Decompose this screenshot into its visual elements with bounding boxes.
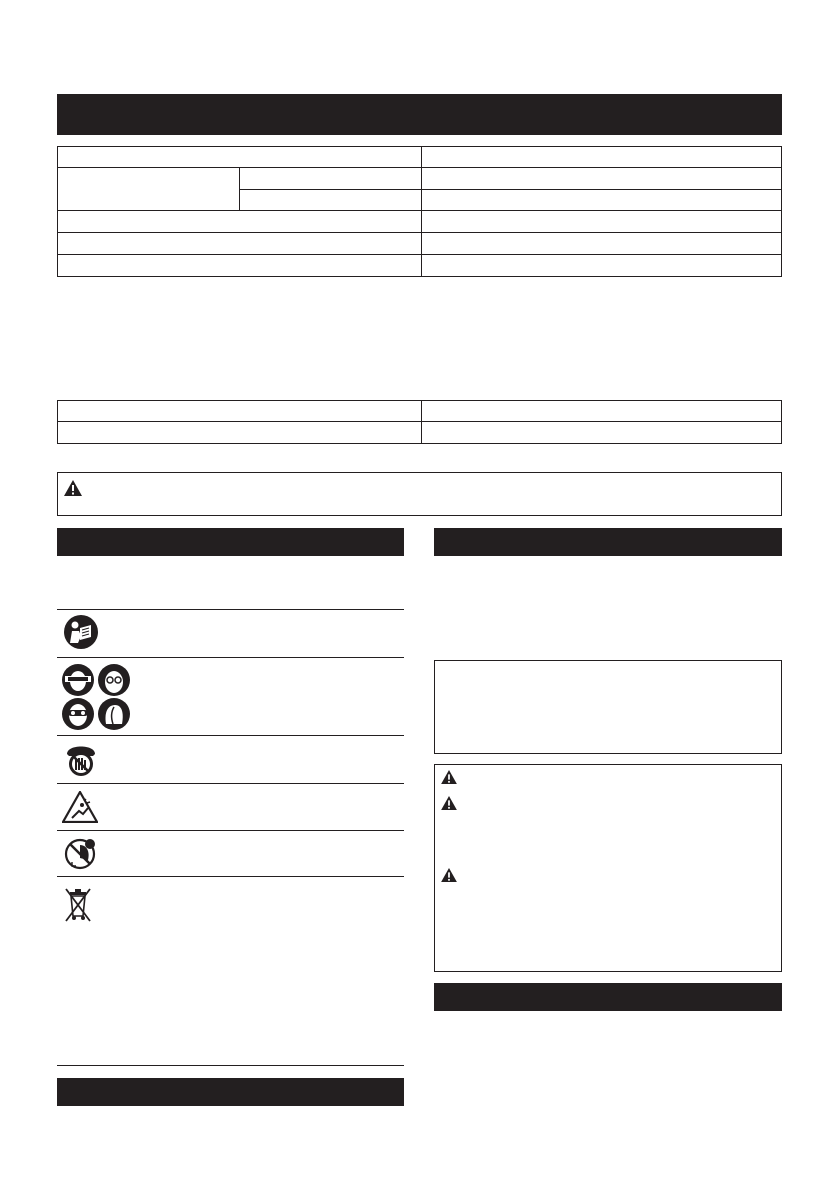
spec-cell-label [57, 167, 240, 211]
no-gloves-icon [63, 740, 99, 778]
spec-cell-value [421, 232, 782, 255]
no-long-hair-icon [62, 836, 98, 872]
symbol-row [57, 831, 404, 876]
spec-cell-label [57, 232, 422, 255]
symbol-row [57, 784, 404, 830]
warning-triangle-icon [441, 796, 457, 810]
protective-equipment-icon [62, 664, 132, 730]
spec-cell-label [57, 146, 422, 168]
face-shield-icon [98, 664, 130, 696]
helmet-icon [98, 698, 130, 730]
spec-cell-value [421, 254, 782, 277]
spec-cell-value [421, 167, 782, 190]
note-box [434, 660, 782, 754]
symbol-row [57, 658, 404, 735]
spec-cell-label [57, 210, 422, 233]
spec-cell-sublabel [239, 167, 422, 190]
right-body [434, 1020, 782, 1100]
warning-triangle-icon [64, 480, 82, 496]
spec-cell-label [57, 254, 422, 277]
warning-triangle-icon [441, 868, 457, 882]
crossed-bin-icon [63, 885, 93, 923]
safety-goggles-icon [62, 698, 94, 730]
spec-cell-label [57, 421, 422, 444]
ear-protection-icon [62, 664, 94, 696]
spec-cell-value [421, 146, 782, 168]
warning-triangle-icon [441, 770, 457, 784]
warnings-box [434, 764, 782, 972]
symbol-row [57, 877, 404, 1064]
symbol-row [57, 736, 404, 783]
right-heading-1 [434, 528, 782, 556]
spec-cell-sublabel [239, 189, 422, 211]
spec-cell-value [421, 189, 782, 211]
bottom-heading [57, 1078, 404, 1106]
spec-cell-value [421, 421, 782, 444]
spec-cell-value [421, 210, 782, 233]
spec-cell-value [421, 400, 782, 422]
kickback-warning-icon [62, 791, 98, 823]
spec-cell-label [57, 400, 422, 422]
divider [57, 1065, 404, 1066]
right-intro [434, 565, 782, 645]
symbols-intro [57, 565, 404, 595]
symbol-row [57, 610, 404, 657]
right-heading-2 [434, 983, 782, 1011]
read-manual-icon [64, 615, 98, 649]
title-bar [57, 94, 782, 135]
warning-banner [57, 472, 782, 516]
symbols-heading [57, 528, 404, 556]
